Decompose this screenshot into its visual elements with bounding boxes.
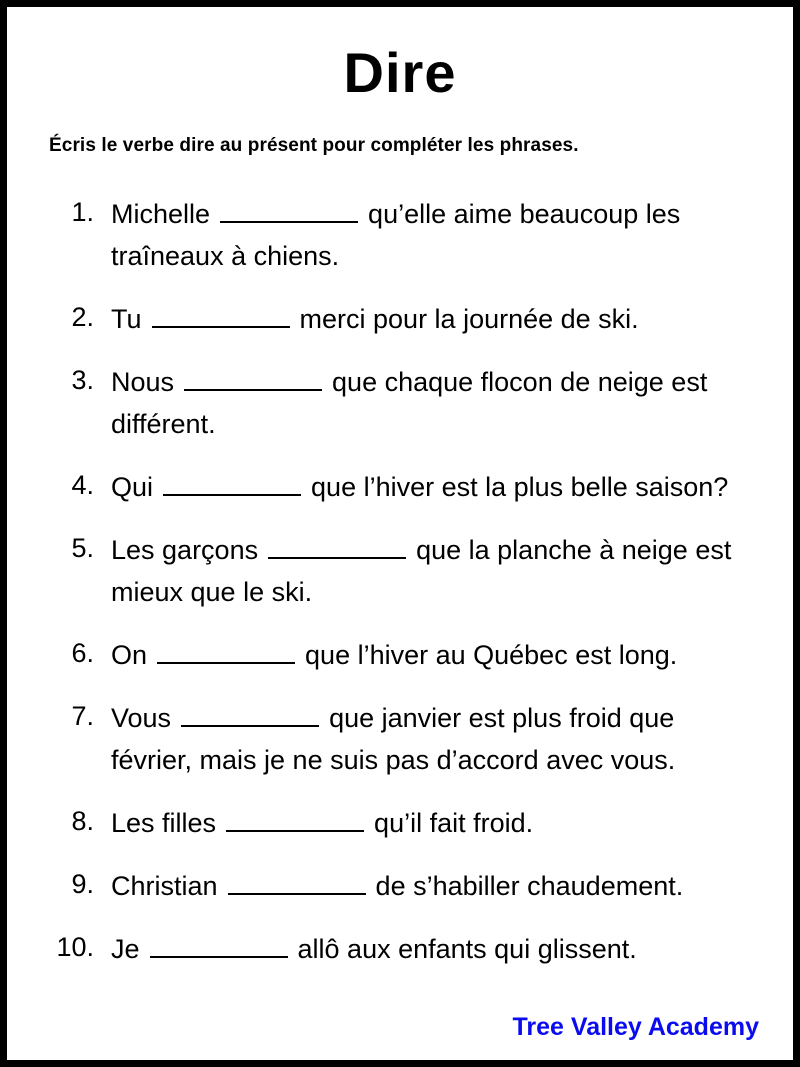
item-number: 3. (71, 365, 94, 395)
answer-blank[interactable] (152, 296, 290, 328)
item-number: 6. (71, 638, 94, 668)
exercise-item (49, 800, 755, 844)
answer-blank[interactable] (268, 527, 406, 559)
exercise-item (49, 359, 755, 445)
item-post-text: de s’habiller chaudement. (375, 871, 684, 901)
answer-blank[interactable] (181, 695, 319, 727)
item-text (111, 632, 755, 676)
page-title: Dire (343, 41, 457, 104)
item-text (111, 863, 755, 907)
answer-blank[interactable] (184, 359, 322, 391)
item-pre-text: Tu (111, 304, 142, 334)
item-text (111, 191, 755, 277)
item-number: 4. (71, 470, 94, 500)
item-number: 8. (71, 806, 94, 836)
exercise-item (49, 464, 755, 508)
item-number: 5. (71, 533, 94, 563)
item-pre-text: Nous (111, 367, 175, 397)
item-post-text: merci pour la journée de ski. (299, 304, 639, 334)
answer-blank[interactable] (163, 464, 301, 496)
item-text (111, 800, 755, 844)
exercise-list (49, 191, 755, 970)
item-pre-text: Christian (111, 871, 218, 901)
exercise-item (49, 632, 755, 676)
item-pre-text: Je (111, 934, 140, 964)
item-text (111, 359, 755, 445)
item-pre-text: Michelle (111, 199, 211, 229)
answer-blank[interactable] (157, 632, 295, 664)
instructions-text: Écris le verbe dire au présent pour compléter les phrases. (49, 135, 579, 156)
answer-blank[interactable] (226, 800, 364, 832)
item-pre-text: Qui (111, 472, 154, 502)
item-post-text: qu’il fait froid. (374, 808, 534, 838)
exercise-item (49, 296, 755, 340)
item-post-text: allô aux enfants qui glissent. (297, 934, 637, 964)
item-post-text: que l’hiver est la plus belle saison? (311, 472, 729, 502)
item-number: 9. (71, 869, 94, 899)
item-post-text: qu’elle aime beaucoup les traîneaux à chiens. (111, 199, 681, 271)
item-pre-text: On (111, 640, 148, 670)
item-text (111, 527, 755, 613)
item-number: 7. (71, 701, 94, 731)
item-text (111, 926, 755, 970)
item-post-text: que janvier est plus froid que février, mais je ne suis pas d’accord avec vous. (111, 703, 676, 775)
item-number: 1. (71, 197, 94, 227)
exercise-item (49, 527, 755, 613)
item-number: 2. (71, 302, 94, 332)
item-pre-text: Les garçons (111, 535, 259, 565)
exercise-item (49, 863, 755, 907)
exercise-item (49, 695, 755, 781)
answer-blank[interactable] (150, 926, 288, 958)
brand-watermark: Tree Valley Academy (512, 1013, 759, 1041)
item-text (111, 464, 755, 508)
item-number: 10. (56, 932, 94, 962)
item-post-text: que la planche à neige est mieux que le ski. (111, 535, 732, 607)
item-pre-text: Les filles (111, 808, 217, 838)
item-post-text: que l’hiver au Québec est long. (305, 640, 678, 670)
item-pre-text: Vous (111, 703, 172, 733)
answer-blank[interactable] (220, 191, 358, 223)
answer-blank[interactable] (228, 863, 366, 895)
item-text (111, 695, 755, 781)
item-post-text: que chaque flocon de neige est différent. (111, 367, 708, 439)
exercise-item (49, 926, 755, 970)
item-text (111, 296, 755, 340)
exercise-item (49, 191, 755, 277)
